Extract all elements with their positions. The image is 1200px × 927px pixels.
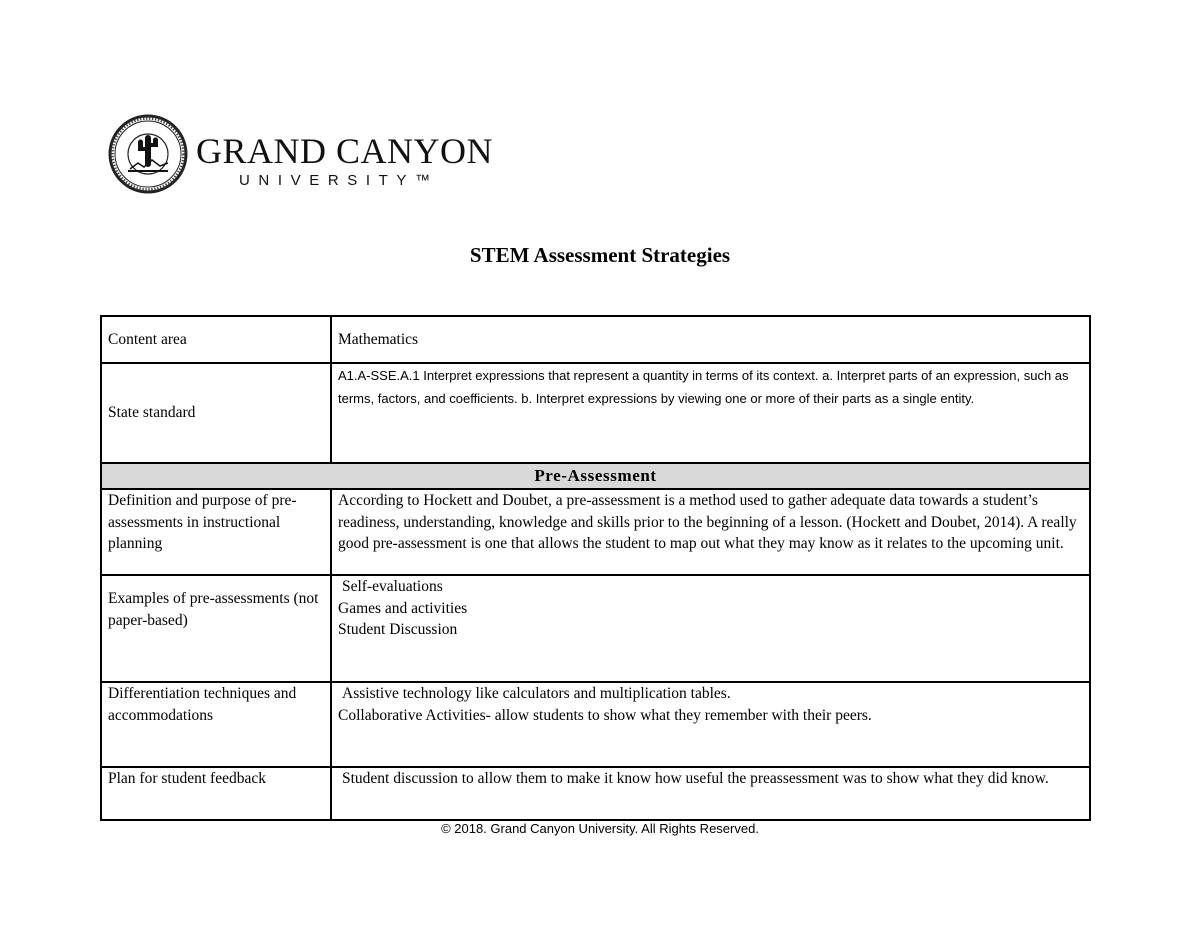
list-item: Student Discussion [338, 621, 458, 638]
state-standard-value: A1.A-SSE.A.1 Interpret expressions that represent a quantity in terms of its context. a. Interpret parts of an expression, such as terms, factors, and coefficients. b. Interpret expressions by viewing one or more of their parts as a single entity. [331, 363, 1090, 463]
differentiation-value [331, 682, 1090, 767]
assessment-table [100, 315, 1091, 821]
table-row-feedback [101, 767, 1090, 820]
content-area-label: Content area [101, 316, 331, 363]
logo-wordmark-sub: UNIVERSITY™ [239, 172, 439, 189]
table-row-state-standard [101, 363, 1090, 463]
state-standard-label: State standard [101, 363, 331, 463]
list-item: Self-evaluations [342, 578, 443, 595]
definition-value: According to Hockett and Doubet, a pre-assessment is a method used to gather adequate data towards a student’s readiness, understanding, knowledge and skills prior to the beginning of a lesson. (Hockett and Doubet, 2014). A really good pre-assessment is one that allows the student to map out what they may know as it relates to the upcoming unit. [331, 489, 1090, 575]
table-row-definition [101, 489, 1090, 575]
table-row-examples [101, 575, 1090, 682]
feedback-value [331, 767, 1090, 820]
table-row-content-area [101, 316, 1090, 363]
feedback-label: Plan for student feedback [101, 767, 331, 820]
table-row-differentiation [101, 682, 1090, 767]
content-area-value: Mathematics [331, 316, 1090, 363]
examples-label: Examples of pre-assessments (not paper-based) [101, 575, 331, 682]
document-title: STEM Assessment Strategies [469, 243, 731, 267]
list-item: Games and activities [338, 599, 468, 617]
definition-label: Definition and purpose of pre-assessments in instructional planning [101, 489, 331, 575]
examples-value [331, 575, 1090, 682]
copyright-footer: © 2018. Grand Canyon University. All Rights Reserved. [441, 821, 759, 836]
list-item: Collaborative Activities- allow students to show what they remember with their peers. [338, 706, 872, 724]
list-item: Assistive technology like calculators and multiplication tables. [342, 685, 731, 702]
university-logo [108, 111, 494, 197]
feedback-text: Student discussion to allow them to make it know how useful the preassessment was to show what they did know. [342, 770, 1049, 787]
university-seal-icon [108, 111, 190, 197]
differentiation-label: Differentiation techniques and accommodations [101, 682, 331, 767]
table-row-section-heading [101, 463, 1090, 489]
pre-assessment-heading: Pre-Assessment [101, 463, 1090, 489]
logo-wordmark-main: GRAND CANYON [196, 131, 494, 171]
